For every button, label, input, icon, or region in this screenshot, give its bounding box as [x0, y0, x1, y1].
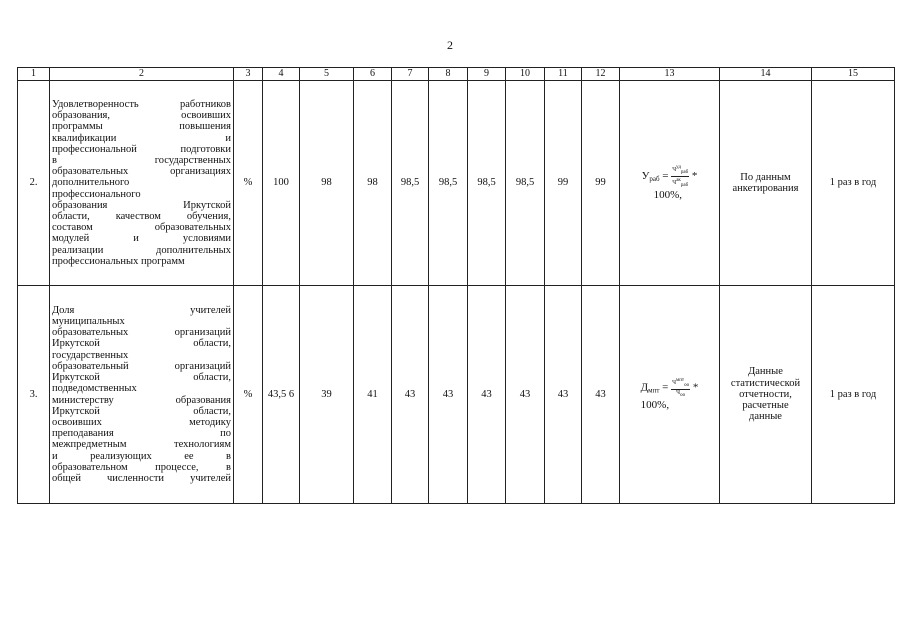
value-cell: 99 [582, 81, 620, 286]
description-line: и реализующих ее в [52, 450, 231, 462]
description-line: дополнительного [52, 177, 130, 189]
value-cell: 43,5 6 [263, 286, 300, 504]
frequency-cell: 1 раз в год [812, 286, 895, 504]
value-cell: 43 [545, 286, 582, 504]
header-cell: 13 [620, 68, 720, 81]
formula-cell [620, 286, 720, 504]
description-line: Иркутской области, [52, 372, 231, 384]
formula-lhs-sub: мпт [648, 386, 660, 395]
formula-den: Ч [676, 390, 681, 396]
value-cell: 43 [506, 286, 545, 504]
description-line: образовательных организаций [52, 327, 231, 339]
description-line: преподавания по [52, 428, 231, 440]
formula-fraction [671, 377, 690, 399]
description-line: составом образовательных [52, 222, 231, 234]
row-number: 2. [18, 81, 50, 286]
formula-lhs: У [641, 170, 650, 183]
description-line: государственных [52, 349, 129, 361]
header-cell: 12 [582, 68, 620, 81]
header-cell: 8 [429, 68, 468, 81]
description-line: профессионального [52, 188, 141, 200]
header-cell: 10 [506, 68, 545, 81]
source-cell: По данным анкетирования [720, 81, 812, 286]
formula-lhs: Д [640, 381, 649, 394]
formula-num: Ч [672, 166, 677, 173]
frequency-cell: 1 раз в год [812, 81, 895, 286]
row-number: 3. [18, 286, 50, 504]
formula-fraction [671, 164, 689, 189]
formula-tail: 100%, [653, 189, 682, 202]
description-line: в государственных [52, 154, 231, 166]
description-line: муниципальных [52, 316, 125, 328]
header-row [18, 68, 895, 81]
header-cell: 5 [300, 68, 354, 81]
value-cell: 41 [354, 286, 392, 504]
header-cell: 9 [468, 68, 506, 81]
unit-cell: % [234, 286, 263, 504]
header-cell: 1 [18, 68, 50, 81]
formula-lhs-sub: раб [649, 175, 660, 184]
unit-cell: % [234, 81, 263, 286]
indicators-table [17, 67, 895, 504]
formula: $У_{раб}$ = $\frac{Ч^{уд}_{раб}}{Ч^{ак}_{раб}}$ * 100%, [641, 164, 698, 202]
value-cell: 99 [545, 81, 582, 286]
indicator-description [50, 81, 234, 286]
formula-num-sup: уд [676, 164, 681, 170]
description-line: образовательных организациях [52, 166, 231, 178]
description-line: программы повышения [52, 121, 231, 133]
header-cell: 14 [720, 68, 812, 81]
table-row [18, 286, 895, 504]
formula: $Д_{мпт}$ = $\frac{Ч^{мпт}_{оо}}{Ч_{оо}}$ * 100%, [640, 377, 699, 412]
value-cell: 43 [392, 286, 429, 504]
description-line: Доля учителей [52, 304, 231, 316]
description-line: межпредметным технологиям [52, 439, 231, 451]
value-cell: 39 [300, 286, 354, 504]
formula-num-sub: оо [684, 383, 690, 388]
description-line: образовательный организаций [52, 360, 231, 372]
value-cell: 98,5 [429, 81, 468, 286]
description-line: подведомственных [52, 383, 137, 395]
table-row [18, 81, 895, 286]
description-line: квалификации и [52, 132, 231, 144]
value-cell: 98,5 [506, 81, 545, 286]
value-cell: 98,5 [468, 81, 506, 286]
value-cell: 98 [300, 81, 354, 286]
formula-num-sup: мпт [676, 377, 685, 383]
value-cell: 43 [468, 286, 506, 504]
formula-num: Ч [672, 379, 677, 386]
header-cell: 3 [234, 68, 263, 81]
header-cell: 6 [354, 68, 392, 81]
value-cell: 43 [429, 286, 468, 504]
formula-den-sup: ак [676, 178, 681, 183]
formula-den: Ч [672, 180, 677, 186]
description-line: области, качеством обучения, [52, 211, 231, 222]
description-line: реализации дополнительных [52, 244, 231, 256]
description-line: профессиональных программ [52, 255, 185, 267]
indicator-description [50, 286, 234, 504]
header-cell: 4 [263, 68, 300, 81]
description-line: Удовлетворенность работников [52, 98, 231, 110]
description-line: общей численности учителей [52, 472, 231, 484]
description-line: освоивших методику [52, 416, 231, 428]
header-cell: 2 [50, 68, 234, 81]
description-line: образовательном процессе, в [52, 461, 231, 473]
formula-den-sub: раб [680, 183, 689, 189]
source-cell: Данные статистической отчетности, расчетные данные [720, 286, 812, 504]
description-line: образования, освоивших [52, 110, 231, 122]
value-cell: 98,5 [392, 81, 429, 286]
description-line: Иркутской области, [52, 338, 231, 350]
formula-num-sub: раб [680, 170, 689, 175]
value-cell: 98 [354, 81, 392, 286]
formula-den-sub: оо [680, 393, 686, 399]
formula-tail: 100%, [640, 399, 670, 412]
header-cell: 11 [545, 68, 582, 81]
description-line: профессиональной подготовки [52, 143, 231, 155]
description-line: министерству образования [52, 394, 231, 406]
description-line: Иркутской области, [52, 405, 231, 417]
header-cell: 7 [392, 68, 429, 81]
value-cell: 43 [582, 286, 620, 504]
header-cell: 15 [812, 68, 895, 81]
value-cell: 100 [263, 81, 300, 286]
description-line: образования Иркутской [52, 199, 231, 211]
formula-cell [620, 81, 720, 286]
description-line: модулей и условиями [52, 233, 231, 245]
page-number: 2 [447, 38, 453, 52]
